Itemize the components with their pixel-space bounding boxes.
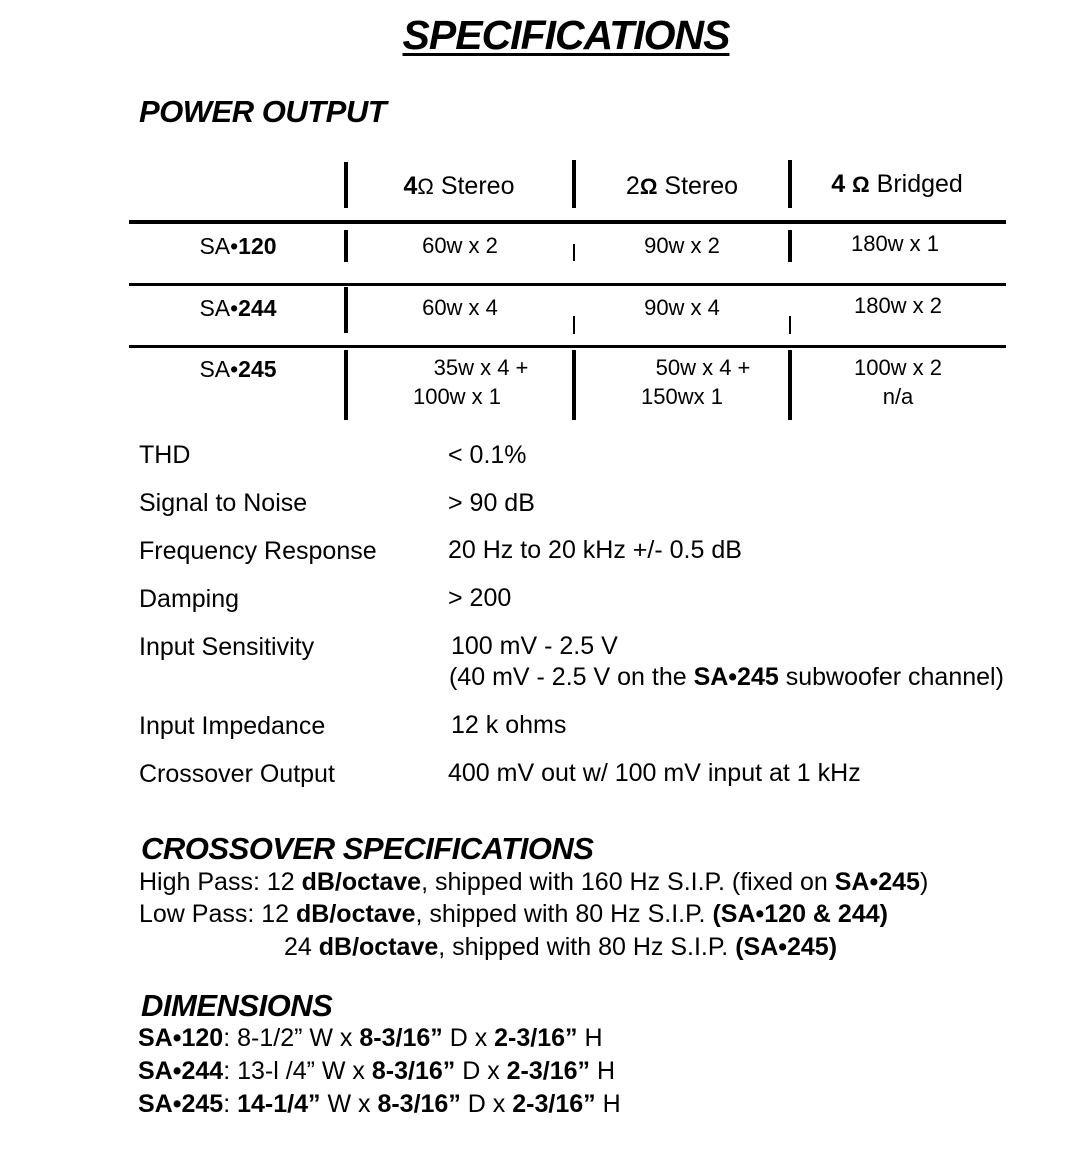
model-label-sa244: SA•244 [199,295,277,321]
table-cell: 60w x 4 [422,295,498,320]
crossover-low-pass: Low Pass: 12 dB/octave, shipped with 80 Hz S.I.P. (SA•120 & 244) [139,900,888,928]
crossover-high-pass: High Pass: 12 dB/octave, shipped with 160 Hz S.I.P. (fixed on SA•245) [139,868,929,896]
spec-value-input-sensitivity: 100 mV - 2.5 V [451,632,618,660]
spec-label-input-sensitivity: Input Sensitivity [139,633,315,661]
spec-label-snr: Signal to Noise [139,489,308,517]
table-cell: 180w x 2 [853,293,943,318]
spec-value-snr: > 90 dB [448,489,535,517]
column-divider [344,287,348,333]
spec-value-input-impedance: 12 k ohms [451,711,567,739]
table-cell: 50w x 4 + [655,355,751,380]
table-row-rule [129,283,1006,286]
crossover-heading: CROSSOVER SPECIFICATIONS [141,831,594,866]
spec-value-crossover-output: 400 mV out w/ 100 mV input at 1 kHz [448,759,861,787]
table-cell: n/a [882,384,914,409]
table-cell: 90w x 2 [644,233,720,258]
column-header-4ohm-stereo: 4Ω Stereo [403,172,515,200]
table-cell: 180w x 1 [850,231,940,256]
model-label-sa120: SA•120 [199,233,277,259]
spec-label-damping: Damping [139,585,240,613]
column-divider [344,162,348,208]
power-output-heading: POWER OUTPUT [139,94,387,129]
column-header-4ohm-bridged: 4 Ω Bridged [831,170,963,198]
column-header-2ohm-stereo: 2Ω Stereo [625,172,739,200]
dimensions-heading: DIMENSIONS [141,988,333,1023]
table-header-rule [129,220,1006,224]
dimension-row-sa245: SA•245: 14-1/4” W x 8-3/16” D x 2-3/16” H [138,1090,621,1118]
spec-value-damping: > 200 [448,584,512,612]
table-cell: 60w x 2 [422,233,498,258]
dimension-row-sa244: SA•244: 13-l /4” W x 8-3/16” D x 2-3/16” H [138,1057,616,1085]
spec-label-frequency-response: Frequency Response [139,537,377,565]
column-divider [344,350,348,420]
column-divider [789,316,791,334]
spec-label-input-impedance: Input Impedance [139,712,326,740]
spec-value-input-sensitivity-note: (40 mV - 2.5 V on the SA•245 subwoofer channel) [449,663,1004,691]
table-cell: 100w x 1 [412,384,502,409]
table-cell: 35w x 4 + [433,355,529,380]
spec-label-thd: THD [139,441,191,469]
table-row-rule [129,345,1006,348]
page-title: SPECIFICATIONS [402,12,730,58]
spec-value-frequency-response: 20 Hz to 20 kHz +/- 0.5 dB [448,536,742,564]
dimension-row-sa120: SA•120: 8-1/2” W x 8-3/16” D x 2-3/16” H [138,1024,603,1052]
spec-label-crossover-output: Crossover Output [139,760,335,788]
table-cell: 100w x 2 [853,355,943,380]
column-divider [573,316,575,334]
crossover-low-pass-sa245: 24 dB/octave, shipped with 80 Hz S.I.P. (SA•245) [284,933,838,961]
table-cell: 150wx 1 [641,384,723,409]
column-divider [573,244,575,261]
column-divider [572,160,576,208]
column-divider [344,230,348,262]
spec-value-thd: < 0.1% [448,441,527,469]
table-cell: 90w x 4 [644,295,720,320]
model-label-sa245: SA•245 [199,356,277,382]
